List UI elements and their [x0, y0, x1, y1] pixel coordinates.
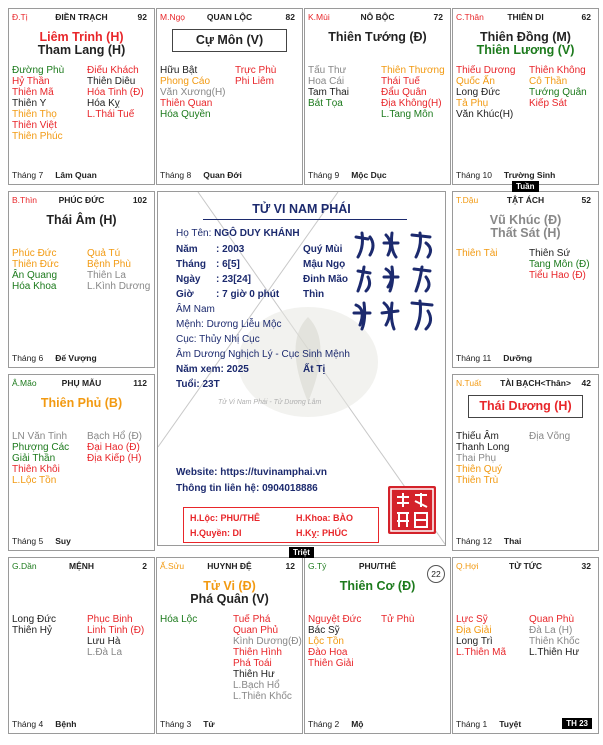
- right-stars: [235, 65, 276, 87]
- ho-ten-value: NGÔ DUY KHÁNH: [214, 228, 300, 239]
- star: Thiên Không: [529, 65, 586, 76]
- right-stars: [87, 248, 150, 292]
- month-label: Tháng 8: [160, 170, 192, 180]
- tuan-tag: Tuần: [512, 181, 539, 192]
- truong-sinh-label: Mộ: [351, 719, 364, 729]
- star: L.Lộc Tồn: [12, 475, 57, 486]
- star: Phúc Đức: [12, 248, 57, 259]
- palace-mui[interactable]: [304, 8, 451, 185]
- truong-sinh-label: Thai: [503, 536, 522, 546]
- star: Tả Phụ: [456, 98, 489, 109]
- palace-number: 32: [581, 561, 591, 571]
- star: Nguyệt Đức: [308, 614, 362, 625]
- star: Quả Tú: [87, 248, 121, 259]
- star: Trực Phù: [235, 65, 277, 76]
- can-chi: K.Mùi: [308, 12, 330, 22]
- left-stars: [308, 65, 349, 109]
- star: Bạch Hổ (Đ): [87, 431, 143, 442]
- star: Thiên Tài: [456, 248, 498, 259]
- star: Thanh Long: [456, 442, 510, 453]
- star: Phi Liêm: [235, 76, 274, 87]
- left-stars: [456, 614, 506, 658]
- palace-name: NÔ BỘC: [360, 12, 395, 22]
- palace-ti[interactable]: [8, 8, 155, 185]
- star: Hữu Bật: [160, 65, 198, 76]
- right-stars: [381, 614, 414, 625]
- right-stars: [529, 614, 580, 658]
- tuoi-row: Tuổi: 23T: [176, 379, 220, 390]
- palace-number: 22: [427, 565, 445, 583]
- star: Phong Cáo: [160, 76, 211, 87]
- can-chi: G.Dần: [12, 561, 37, 571]
- palace-number: 112: [133, 378, 147, 388]
- star: L.Bạch Hổ: [233, 680, 280, 691]
- main-star: Vũ Khúc (Đ): [489, 213, 562, 227]
- star: Thiên Khốc: [529, 636, 580, 647]
- ngay-row: Ngày : 23[24] Đinh Mão: [176, 274, 348, 285]
- can-chi: B.Thìn: [12, 195, 38, 205]
- left-stars: [12, 431, 69, 486]
- palace-mao[interactable]: [8, 374, 155, 551]
- truong-sinh-label: Tuyệt: [499, 719, 522, 729]
- star: Địa Không(H): [381, 98, 442, 109]
- star: Tuế Phá: [233, 614, 271, 625]
- star: Địa Kiếp (H): [87, 453, 142, 464]
- menh-row: Mệnh: Dương Liễu Mộc: [176, 319, 282, 330]
- palace-name: HUYNH ĐỆ: [207, 561, 252, 571]
- main-star: Thất Sát (H): [490, 226, 561, 240]
- star: Thiên Việt: [12, 120, 57, 131]
- star: Điếu Khách: [87, 65, 139, 76]
- main-star: Cự Môn (V): [195, 33, 264, 47]
- star: Thiên Diêu: [87, 76, 136, 87]
- star: Bệnh Phù: [87, 259, 131, 270]
- palace-dan[interactable]: [8, 557, 155, 734]
- palace-name: ĐIỀN TRẠCH: [55, 12, 108, 22]
- palace-dau[interactable]: [452, 191, 599, 368]
- palace-number: 12: [285, 561, 295, 571]
- palace-name: PHÚC ĐỨC: [58, 195, 105, 205]
- star: L.Thái Tuế: [87, 109, 135, 120]
- star: Thiên Phúc: [12, 131, 63, 142]
- right-stars: [87, 614, 144, 658]
- right-stars: [529, 65, 587, 109]
- left-stars: [12, 614, 56, 636]
- star: Tướng Quân: [529, 87, 587, 98]
- star: Long Đức: [456, 87, 500, 98]
- palace-than[interactable]: [452, 8, 599, 185]
- star: Hỷ Thần: [12, 76, 50, 87]
- palace-hoi[interactable]: [452, 557, 599, 734]
- month-label: Tháng 1: [456, 719, 488, 729]
- truong-sinh-label: Dưỡng: [503, 353, 533, 363]
- right-stars: [87, 431, 142, 464]
- main-star: Thiên Phủ (B): [40, 396, 123, 410]
- can-chi: M.Ngọ: [160, 12, 186, 22]
- month-label: Tháng 5: [12, 536, 44, 546]
- can-chi: C.Thân: [456, 12, 484, 22]
- left-stars: [12, 65, 64, 142]
- palace-name: THIÊN DI: [507, 12, 544, 22]
- hoa-quyen: H.Quyền: DI: [190, 528, 242, 538]
- tu-hoa-box: [183, 507, 379, 543]
- main-star: Thiên Lương (V): [476, 43, 575, 57]
- website-row[interactable]: Website: https://tuvinamphai.vn: [176, 467, 327, 478]
- palace-suu[interactable]: [156, 557, 303, 734]
- palace-thin[interactable]: [8, 191, 155, 368]
- palace-number: 82: [285, 12, 295, 22]
- left-stars: [308, 614, 361, 669]
- star: Thiên Sứ: [529, 248, 571, 259]
- palace-tuat[interactable]: [452, 374, 599, 551]
- star: Linh Tinh (Đ): [87, 625, 145, 636]
- left-stars: [160, 614, 197, 625]
- can-chi: Q.Hợi: [456, 561, 479, 571]
- star: Thiên Đức: [12, 259, 59, 270]
- main-star: Tham Lang (H): [37, 43, 126, 57]
- month-label: Tháng 9: [308, 170, 340, 180]
- main-star: Thiên Tướng (Đ): [328, 30, 427, 44]
- star: L.Thiên Hư: [529, 647, 580, 658]
- star: L.Thiên Khốc: [233, 691, 292, 702]
- star: Lộc Tồn: [308, 636, 344, 647]
- palace-name: TẬT ÁCH: [506, 195, 545, 205]
- right-stars: [529, 431, 570, 442]
- star: Lưu Hà: [87, 636, 121, 647]
- main-star: Phá Quân (V): [190, 592, 269, 606]
- palace-number: 42: [581, 378, 591, 388]
- hoa-khoa: H.Khoa: BÀO: [296, 513, 353, 523]
- nam-row: Năm : 2003 Quý Mùi: [176, 244, 343, 255]
- right-stars: [381, 65, 445, 120]
- hoa-ky: H.Kỵ: PHÚC: [296, 528, 348, 538]
- center-info-panel: [157, 191, 446, 546]
- right-stars: [529, 248, 590, 281]
- gio-row: Giờ : 7 giờ 0 phút Thìn: [176, 289, 325, 300]
- th-tag: TH 23: [562, 718, 592, 729]
- star: Hóa Khoa: [12, 281, 57, 292]
- hoa-loc: H.Lộc: PHU/THÊ: [190, 513, 261, 523]
- star: Thiên Y: [12, 98, 47, 109]
- star: Long Trì: [456, 636, 493, 647]
- truong-sinh-label: Tử: [203, 719, 215, 729]
- can-chi: Ấ.Sửu: [160, 561, 185, 571]
- truong-sinh-label: Đế Vượng: [55, 353, 97, 363]
- star: Đà La (H): [529, 625, 573, 636]
- palace-number: 2: [142, 561, 147, 571]
- am-nam: ÂM Nam: [176, 304, 215, 315]
- star: Thiên Hư: [233, 669, 275, 680]
- can-chi: N.Tuất: [456, 378, 482, 388]
- star: L.Kình Dương: [87, 281, 151, 292]
- palace-number: 62: [581, 12, 591, 22]
- star: Thiên Khôi: [12, 464, 60, 475]
- star: Thái Tuế: [381, 76, 420, 87]
- month-label: Tháng 6: [12, 353, 44, 363]
- star: LN Văn Tinh: [12, 431, 68, 442]
- left-stars: [456, 248, 498, 259]
- star: Đường Phù: [12, 65, 65, 76]
- star: Ân Quang: [12, 270, 58, 281]
- right-stars: [87, 65, 144, 120]
- star: Thiên Thương: [381, 65, 445, 76]
- nam-xem-row: Năm xem: 2025 Ất Tị: [176, 364, 326, 375]
- star: Đẩu Quân: [381, 87, 427, 98]
- main-star: Thiên Đồng (M): [480, 30, 571, 44]
- star: Thiếu Âm: [456, 431, 499, 442]
- truong-sinh-label: Bệnh: [55, 719, 77, 729]
- month-label: Tháng 3: [160, 719, 192, 729]
- am-duong-row: Âm Dương Nghịch Lý - Cục Sinh Mệnh: [176, 349, 350, 360]
- month-label: Tháng 10: [456, 170, 492, 180]
- palace-number: 92: [137, 12, 147, 22]
- star: Thiên Mã: [12, 87, 54, 98]
- month-label: Tháng 11: [456, 353, 492, 363]
- star: Quan Phù: [529, 614, 575, 625]
- contact-row: Thông tin liên hệ: 0904018886: [176, 483, 318, 494]
- palace-ty[interactable]: [304, 557, 451, 734]
- main-star: Thái Dương (H): [479, 399, 572, 413]
- thang-row: Tháng : 6[5] Mậu Ngọ: [176, 259, 346, 270]
- palace-name: TỬ TỨC: [509, 561, 542, 571]
- chart-title: TỬ VI NAM PHÁI: [252, 202, 351, 216]
- star: Long Đức: [12, 614, 56, 625]
- can-chi: Đ.Tị: [12, 12, 28, 22]
- star: Bát Tọa: [308, 98, 343, 109]
- truong-sinh-label: Mộc Dục: [351, 170, 387, 180]
- star: L.Thiên Mã: [456, 647, 507, 658]
- truong-sinh-label: Suy: [55, 536, 71, 546]
- star: Đào Hoa: [308, 647, 348, 658]
- left-stars: [160, 65, 226, 120]
- palace-name: MỆNH: [68, 561, 95, 571]
- main-star: Liêm Trinh (H): [39, 30, 124, 44]
- star: L.Đà La: [87, 647, 123, 658]
- star: Địa Giải: [456, 625, 492, 636]
- star: Hóa Tinh (Đ): [87, 87, 144, 98]
- star: Tam Thai: [308, 87, 349, 98]
- star: Đại Hao (Đ): [87, 442, 140, 453]
- star: L.Tang Môn: [381, 109, 434, 120]
- star: Thiên Hỷ: [12, 625, 53, 636]
- palace-number: 72: [433, 12, 443, 22]
- triet-tag: Triệt: [289, 547, 314, 558]
- palace-name: PHU/THÊ: [358, 561, 397, 571]
- star: Thiên Giải: [308, 658, 354, 669]
- can-chi: T.Dậu: [456, 195, 479, 205]
- ho-ten-row: Họ Tên: NGÔ DUY KHÁNH: [176, 228, 300, 239]
- star: Hoa Cái: [308, 76, 345, 87]
- palace-name: PHỤ MẪU: [61, 378, 102, 388]
- month-label: Tháng 4: [12, 719, 44, 729]
- star: Thiên Hình: [233, 647, 282, 658]
- cuc-row: Cục: Thủy Nhị Cục: [176, 334, 260, 345]
- star: Quốc Ấn: [456, 76, 495, 87]
- star: Phượng Các: [12, 442, 70, 453]
- star: Văn Xương(H): [160, 87, 226, 98]
- main-star: Tử Vi (Đ): [203, 579, 256, 593]
- star: Quan Phủ: [233, 625, 279, 636]
- star: Kiếp Sát: [529, 98, 567, 109]
- star: Thiếu Dương: [456, 65, 516, 76]
- right-stars: [233, 614, 302, 702]
- watermark-text: Tử Vi Nam Phái - Tử Dương Lâm: [218, 399, 322, 406]
- can-chi: G.Tý: [308, 561, 327, 571]
- star: Bác Sỹ: [308, 625, 340, 636]
- palace-number: 52: [581, 195, 591, 205]
- star: Văn Khúc(H): [456, 109, 514, 120]
- left-stars: [456, 65, 515, 120]
- star: Thiên Trù: [456, 475, 499, 486]
- calligraphy-image: [350, 229, 442, 335]
- star: Cô Thần: [529, 76, 568, 87]
- star: Giải Thần: [12, 453, 56, 464]
- star: Tang Môn (Đ): [529, 259, 590, 270]
- palace-name: TÀI BẠCH<Thân>: [500, 378, 571, 388]
- star: Tiểu Hao (Đ): [529, 270, 586, 281]
- title-underline: [203, 219, 407, 220]
- main-star: Thái Âm (H): [46, 213, 117, 227]
- star: Phục Binh: [87, 614, 133, 625]
- palace-ngo[interactable]: [156, 8, 303, 185]
- red-seal-stamp: [387, 485, 437, 535]
- month-label: Tháng 7: [12, 170, 44, 180]
- can-chi: Â.Mão: [12, 378, 37, 388]
- star: Thai Phụ: [456, 453, 497, 464]
- left-stars: [12, 248, 59, 292]
- star: Thiên Quan: [160, 98, 213, 109]
- star: Hóa Quyền: [160, 109, 211, 120]
- month-label: Tháng 12: [456, 536, 492, 546]
- star: Tấu Thư: [308, 65, 347, 76]
- palace-name: QUAN LỘC: [206, 12, 253, 22]
- star: Địa Võng: [529, 431, 571, 442]
- main-star: Thiên Cơ (Đ): [339, 579, 416, 593]
- star: Tử Phù: [381, 614, 415, 625]
- star: Hóa Lộc: [160, 614, 198, 625]
- star: Lực Sỹ: [456, 614, 488, 625]
- star: Thiên Quý: [456, 464, 503, 475]
- star: Phá Toái: [233, 658, 272, 669]
- left-stars: [456, 431, 509, 486]
- star: Thiên La: [87, 270, 126, 281]
- month-label: Tháng 2: [308, 719, 340, 729]
- truong-sinh-label: Quan Đới: [203, 170, 242, 180]
- star: Hóa Kỵ: [87, 98, 120, 109]
- truong-sinh-label: Lâm Quan: [55, 170, 97, 180]
- truong-sinh-label: Trường Sinh: [503, 170, 556, 180]
- star: Kình Dương(Đ): [233, 636, 302, 647]
- star: Thiên Thọ: [12, 109, 57, 120]
- palace-number: 102: [132, 195, 147, 205]
